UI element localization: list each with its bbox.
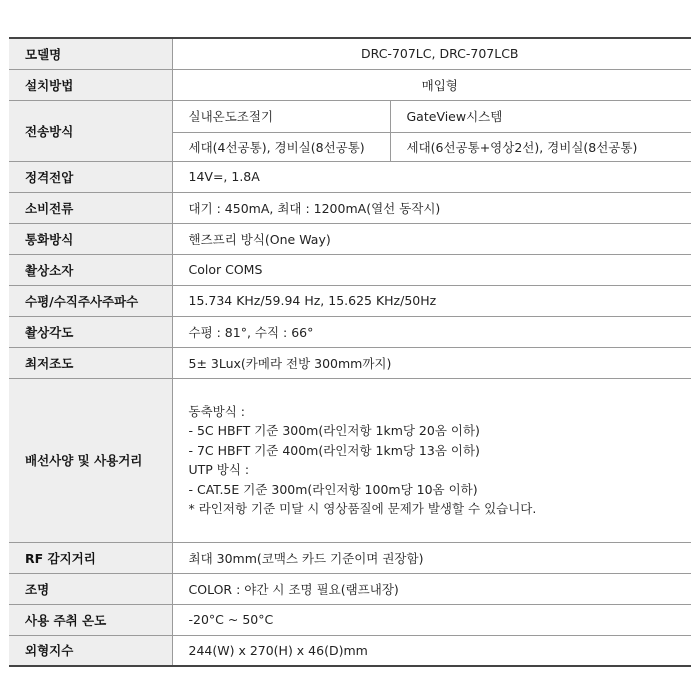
row-sensor [9, 254, 691, 285]
value-angle: 수평 : 81°, 수직 : 66° [172, 316, 691, 347]
label-frequency: 수평/수직주사주파수 [9, 285, 172, 316]
label-lighting: 조명 [9, 573, 172, 604]
wiring-line: - 7C HBFT 기준 400m(라인저항 1km당 13옴 이하) [188, 442, 480, 458]
row-rf [9, 542, 691, 573]
row-lighting [9, 573, 691, 604]
label-rf: RF 감지거리 [9, 542, 172, 573]
label-dimensions: 외형지수 [9, 635, 172, 666]
row-wiring [9, 378, 691, 542]
label-transmission: 전송방식 [9, 100, 172, 161]
row-angle [9, 316, 691, 347]
label-voltage: 정격전압 [9, 161, 172, 192]
label-temperature: 사용 주취 온도 [9, 604, 172, 635]
value-install: 매입형 [172, 69, 691, 100]
label-wiring: 배선사양 및 사용거리 [9, 378, 172, 542]
transmission-indoor-header: 실내온도조절기 [172, 100, 390, 132]
row-frequency [9, 285, 691, 316]
label-angle: 촬상각도 [9, 316, 172, 347]
spec-table [9, 37, 691, 667]
value-wiring [172, 378, 691, 542]
value-call: 핸즈프리 방식(One Way) [172, 223, 691, 254]
label-current: 소비전류 [9, 192, 172, 223]
value-sensor: Color COMS [172, 254, 691, 285]
row-install [9, 69, 691, 100]
row-illumination [9, 347, 691, 378]
wiring-line: - CAT.5E 기준 300m(라인저항 100m당 10옴 이하) [188, 481, 478, 497]
row-voltage [9, 161, 691, 192]
label-install: 설치방법 [9, 69, 172, 100]
label-illumination: 최저조도 [9, 347, 172, 378]
row-model [9, 38, 691, 69]
wiring-line: UTP 방식 : [188, 462, 250, 477]
wiring-line: * 라인저항 기준 미달 시 영상품질에 문제가 발생할 수 있습니다. [188, 501, 537, 516]
transmission-indoor-value: 세대(4선공통), 경비실(8선공통) [172, 132, 390, 161]
transmission-gateview-value: 세대(6선공통+영상2선), 경비실(8선공통) [390, 132, 691, 161]
wiring-line: - 5C HBFT 기준 300m(라인저항 1km당 20옴 이하) [188, 423, 480, 438]
label-model: 모델명 [9, 38, 172, 69]
value-illumination: 5± 3Lux(카메라 전방 300mm까지) [172, 347, 691, 378]
value-model: DRC-707LC, DRC-707LCB [172, 38, 691, 69]
transmission-gateview-header: GateView시스템 [390, 100, 691, 132]
value-temperature: -20°C ~ 50°C [172, 604, 691, 635]
row-call [9, 223, 691, 254]
row-dimensions [9, 635, 691, 666]
wiring-line: 동축방식 : [188, 403, 245, 419]
row-temperature [9, 604, 691, 635]
label-sensor: 촬상소자 [9, 254, 172, 285]
value-rf: 최대 30mm(코맥스 카드 기준이며 권장함) [172, 542, 691, 573]
value-frequency: 15.734 KHz/59.94 Hz, 15.625 KHz/50Hz [172, 285, 691, 316]
label-call: 통화방식 [9, 223, 172, 254]
value-dimensions: 244(W) x 270(H) x 46(D)mm [172, 635, 691, 666]
row-current [9, 192, 691, 223]
value-lighting: COLOR : 야간 시 조명 필요(램프내장) [172, 573, 691, 604]
value-voltage: 14V=, 1.8A [172, 161, 691, 192]
value-current: 대기 : 450mA, 최대 : 1200mA(열선 동작시) [172, 192, 691, 223]
row-transmission-header [9, 100, 691, 132]
